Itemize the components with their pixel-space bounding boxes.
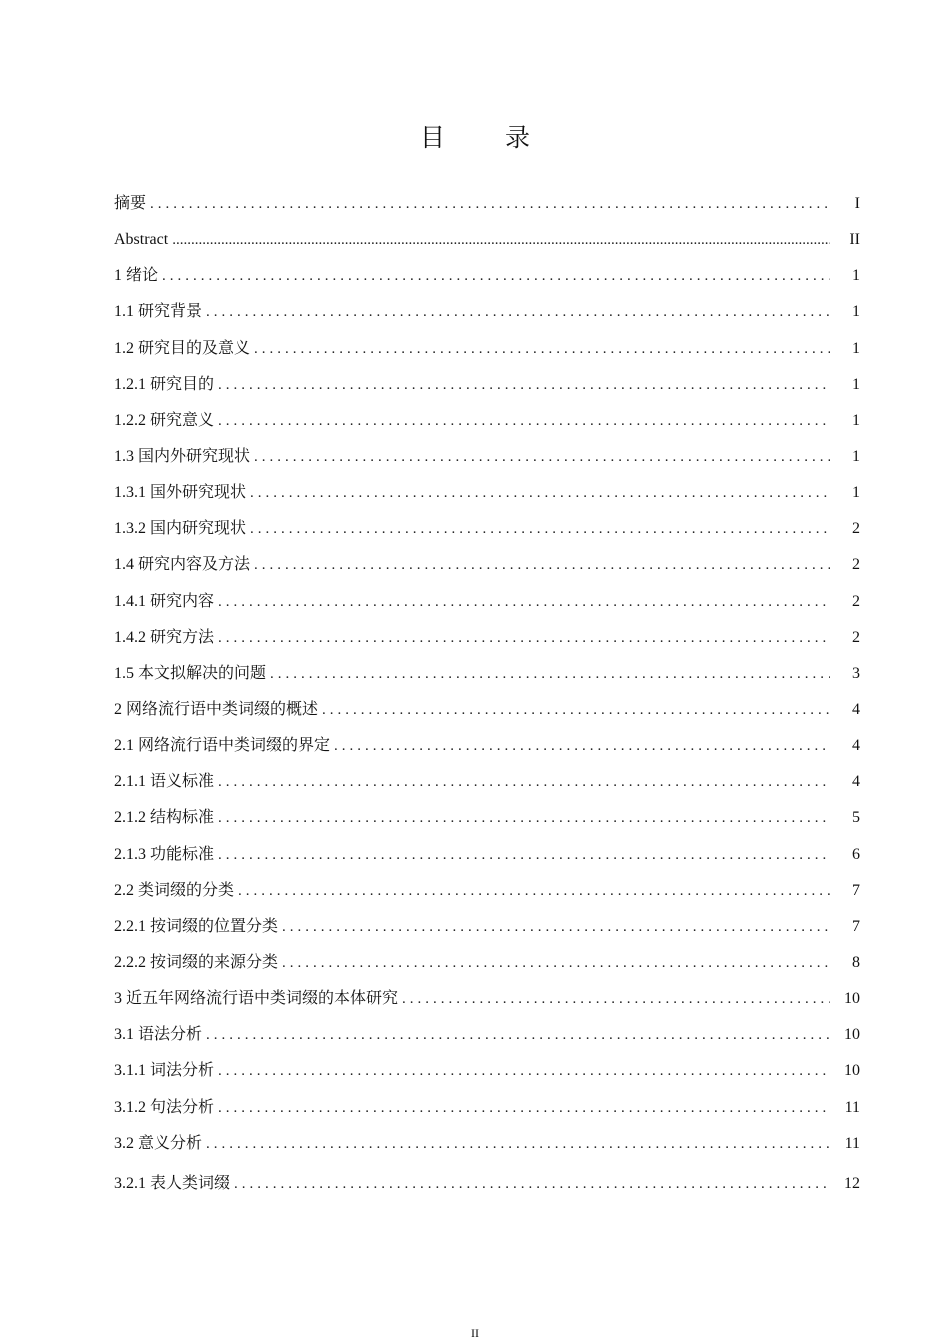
- toc-entry-label: 1.4 研究内容及方法: [114, 556, 251, 574]
- toc-entry[interactable]: [114, 620, 860, 656]
- toc-entry[interactable]: [114, 1126, 860, 1162]
- toc-entry-label: 1.2.2 研究意义: [114, 411, 215, 429]
- toc-entry-label: 3.1.1 词法分析: [114, 1062, 215, 1080]
- toc-leader-dots: [402, 981, 830, 1017]
- toc-entry-page: I: [854, 195, 860, 212]
- toc-entry-page: 7: [852, 881, 860, 899]
- toc-entry[interactable]: [114, 692, 860, 728]
- toc-entry[interactable]: [114, 656, 860, 692]
- toc-entry-page: 7: [852, 917, 860, 935]
- toc-entry-label: 1.3 国内外研究现状: [114, 447, 251, 465]
- toc-leader-dots: [250, 475, 830, 511]
- toc-entry-page: II: [849, 231, 860, 249]
- toc-leader-dots: [254, 331, 830, 367]
- toc-entry-page: 1: [852, 267, 860, 285]
- toc-leader-dots: [238, 873, 830, 909]
- toc-leader-dots: [218, 403, 830, 439]
- toc-leader-dots: [218, 367, 830, 403]
- toc-entry-label: 2.1.3 功能标准: [114, 845, 215, 863]
- toc-entry-label: 1.4.1 研究内容: [114, 592, 215, 610]
- toc-entry[interactable]: [114, 403, 860, 439]
- toc-entry[interactable]: [114, 294, 860, 330]
- toc-entry[interactable]: [114, 439, 860, 475]
- toc-entry-page: 4: [852, 737, 860, 755]
- toc-entry-page: 1: [852, 411, 860, 429]
- toc-leader-dots: [218, 620, 830, 656]
- toc-entry-page: 1: [852, 484, 860, 502]
- toc-entry-label: 1 绪论: [114, 267, 159, 285]
- toc-leader-dots: [172, 222, 830, 258]
- toc-entry[interactable]: [114, 475, 860, 511]
- toc-entry[interactable]: [114, 800, 860, 836]
- toc-entry-page: 4: [852, 700, 860, 718]
- toc-leader-dots: [234, 1166, 830, 1202]
- toc-entry[interactable]: [114, 331, 860, 367]
- toc-entry[interactable]: [114, 258, 860, 294]
- toc-entry-page: 10: [844, 990, 860, 1008]
- toc-leader-dots: [218, 837, 830, 873]
- toc-entry[interactable]: [114, 837, 860, 873]
- toc-entry-page: 2: [852, 520, 860, 538]
- toc-entry[interactable]: [114, 367, 860, 403]
- toc-leader-dots: [206, 1017, 830, 1053]
- toc-entry[interactable]: [114, 1053, 860, 1089]
- toc-entry-label: 3.2 意义分析: [114, 1134, 203, 1152]
- toc-entry-label: 3.2.1 表人类词缀: [114, 1174, 231, 1192]
- toc-leader-dots: [322, 692, 830, 728]
- toc-entry-page: 2: [852, 628, 860, 646]
- toc-entry-label: 2.2.1 按词缀的位置分类: [114, 917, 279, 935]
- toc-entry[interactable]: [114, 1017, 860, 1053]
- toc-entry-label: 2.1.1 语义标准: [114, 773, 215, 791]
- toc-entry-label: 3.1.2 句法分析: [114, 1098, 215, 1116]
- toc-entry-label: 3.1 语法分析: [114, 1026, 203, 1044]
- toc-entry-label: 2.2.2 按词缀的来源分类: [114, 953, 279, 971]
- toc-entry-label: 2 网络流行语中类词缀的概述: [114, 700, 319, 718]
- toc-entry-page: 6: [852, 845, 860, 863]
- toc-leader-dots: [218, 1090, 830, 1126]
- toc-leader-dots: [270, 656, 830, 692]
- toc-entry-page: 11: [844, 1134, 860, 1152]
- toc-leader-dots: [218, 764, 830, 800]
- toc-entry-label: 1.1 研究背景: [114, 303, 203, 321]
- toc-entry[interactable]: [114, 511, 860, 547]
- toc-entry-page: 1: [852, 447, 860, 465]
- toc-entry-label: 2.1.2 结构标准: [114, 809, 215, 827]
- toc-entry-page: 2: [852, 556, 860, 574]
- toc-entry-page: 2: [852, 592, 860, 610]
- toc-leader-dots: [218, 584, 830, 620]
- toc-entry-page: 10: [844, 1026, 860, 1044]
- toc-entry-page: 1: [852, 303, 860, 321]
- table-of-contents: [114, 186, 860, 1202]
- toc-entry[interactable]: [114, 584, 860, 620]
- toc-entry[interactable]: [114, 728, 860, 764]
- page-number: II: [471, 1326, 479, 1340]
- toc-entry-page: 10: [844, 1062, 860, 1080]
- toc-entry-label: 1.4.2 研究方法: [114, 628, 215, 646]
- toc-entry[interactable]: [114, 1090, 860, 1126]
- toc-leader-dots: [150, 186, 830, 222]
- toc-entry[interactable]: [114, 873, 860, 909]
- toc-entry[interactable]: [114, 186, 860, 222]
- toc-entry-page: 11: [844, 1098, 860, 1116]
- toc-leader-dots: [282, 909, 830, 945]
- toc-entry-label: 1.3.1 国外研究现状: [114, 484, 247, 502]
- toc-leader-dots: [206, 294, 830, 330]
- toc-entry-label: 3 近五年网络流行语中类词缀的本体研究: [114, 990, 399, 1008]
- toc-entry[interactable]: [114, 1166, 860, 1202]
- toc-entry-page: 12: [844, 1174, 860, 1192]
- toc-leader-dots: [254, 547, 830, 583]
- toc-leader-dots: [218, 800, 830, 836]
- toc-entry-label: 1.5 本文拟解决的问题: [114, 664, 267, 682]
- toc-entry[interactable]: [114, 981, 860, 1017]
- toc-entry[interactable]: [114, 547, 860, 583]
- toc-entry-label: 2.1 网络流行语中类词缀的界定: [114, 737, 331, 755]
- toc-leader-dots: [250, 511, 830, 547]
- toc-entry-page: 3: [852, 664, 860, 682]
- toc-leader-dots: [162, 258, 830, 294]
- toc-entry-page: 4: [852, 773, 860, 791]
- page-title: 目 录: [420, 123, 556, 152]
- toc-entry-label: 1.3.2 国内研究现状: [114, 520, 247, 538]
- toc-entry[interactable]: [114, 909, 860, 945]
- toc-leader-dots: [282, 945, 830, 981]
- toc-leader-dots: [218, 1053, 830, 1089]
- toc-leader-dots: [254, 439, 830, 475]
- toc-entry-label: Abstract: [114, 231, 169, 249]
- toc-entry-page: 8: [852, 953, 860, 971]
- toc-leader-dots: [206, 1126, 830, 1162]
- toc-entry[interactable]: [114, 764, 860, 800]
- toc-entry[interactable]: [114, 222, 860, 258]
- toc-entry-label: 2.2 类词缀的分类: [114, 881, 235, 899]
- toc-entry[interactable]: [114, 945, 860, 981]
- toc-entry-page: 1: [852, 339, 860, 357]
- toc-leader-dots: [334, 728, 830, 764]
- toc-entry-label: 1.2.1 研究目的: [114, 375, 215, 393]
- toc-entry-label: 摘要: [114, 195, 147, 212]
- toc-entry-label: 1.2 研究目的及意义: [114, 339, 251, 357]
- toc-entry-page: 1: [852, 375, 860, 393]
- toc-entry-page: 5: [852, 809, 860, 827]
